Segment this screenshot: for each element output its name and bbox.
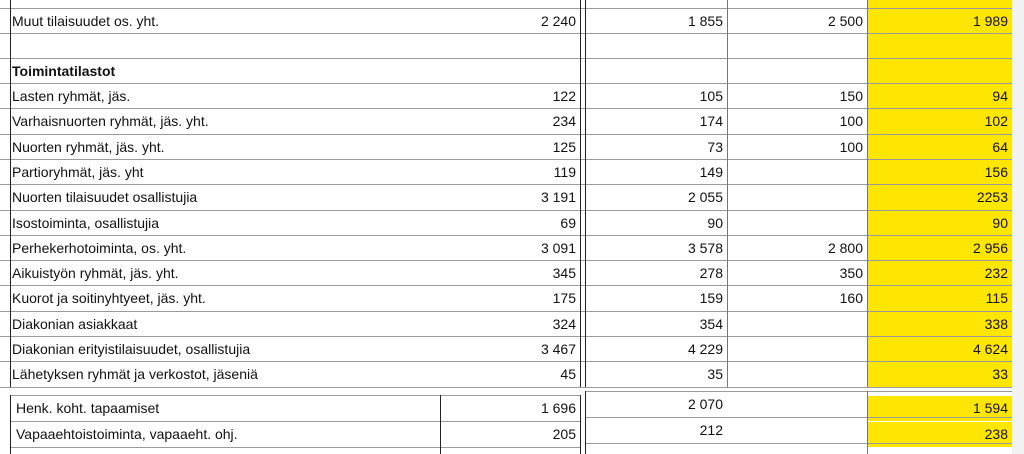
grid-vline xyxy=(10,395,11,454)
value-col4: 338 xyxy=(867,312,1012,337)
grid-hline xyxy=(0,361,1012,362)
grid-hline xyxy=(0,134,1012,135)
value-col1: 1 696 xyxy=(540,400,576,416)
highlight-cell xyxy=(867,34,1012,59)
value-col3 xyxy=(727,312,867,337)
value-col3 xyxy=(727,211,867,236)
value-col1: 324 xyxy=(552,315,576,332)
value-col1: 122 xyxy=(552,88,576,104)
row-label: Muut tilaisuudet os. yht. xyxy=(12,13,160,29)
value-col3 xyxy=(727,362,867,387)
table-row xyxy=(0,59,1024,84)
row-label: Nuorten ryhmät, jäs. yht. xyxy=(12,138,165,155)
value-col3: 100 xyxy=(839,138,863,155)
row-label: Perhekerhotoiminta, os. yht. xyxy=(12,239,187,256)
value-col2: 174 xyxy=(699,113,723,130)
table-row xyxy=(0,109,1024,134)
row-label: Kuorot ja soitinyhtyeet, jäs. yht. xyxy=(12,290,206,307)
value-col1: 2 240 xyxy=(540,13,576,29)
grid-hline xyxy=(0,108,1012,109)
table-row xyxy=(0,337,1024,362)
value-col3: 150 xyxy=(839,88,863,104)
grid-hline xyxy=(0,235,1012,236)
value-col2: 35 xyxy=(707,366,723,383)
value-col4: 102 xyxy=(867,109,1012,134)
grid-hline xyxy=(10,395,580,396)
grid-vline xyxy=(867,0,868,387)
value-col4: 2 956 xyxy=(867,236,1012,261)
value-col4: 94 xyxy=(867,84,1012,109)
table-row xyxy=(0,84,1024,109)
value-col2: 3 578 xyxy=(687,239,723,256)
grid-hline xyxy=(0,285,1012,286)
grid-vline xyxy=(10,0,11,387)
value-col1: 45 xyxy=(560,366,576,383)
value-col4: 33 xyxy=(867,362,1012,387)
row-label: Lasten ryhmät, jäs. xyxy=(12,88,131,104)
value-col4: 232 xyxy=(867,261,1012,286)
value-col2: 105 xyxy=(699,88,723,104)
value-col3 xyxy=(727,337,867,362)
value-col1: 175 xyxy=(552,290,576,307)
grid-hline xyxy=(0,33,1012,34)
value-col2: 73 xyxy=(707,138,723,155)
value-col3: 2 500 xyxy=(827,13,863,29)
table-row xyxy=(0,34,1024,59)
value-col1: 69 xyxy=(560,214,576,231)
grid-hline xyxy=(0,387,1012,388)
value-col2: 2 055 xyxy=(687,189,723,206)
value-col3: 100 xyxy=(839,113,863,130)
value-col2: 1 855 xyxy=(687,13,723,29)
value-col1: 119 xyxy=(553,163,576,180)
grid-hline xyxy=(0,336,1012,337)
value-col2: 90 xyxy=(707,214,723,231)
value-col4: 1 989 xyxy=(867,9,1012,34)
value-col3: 2 800 xyxy=(827,239,863,256)
grid-hline xyxy=(0,184,1012,185)
highlight-cell xyxy=(867,59,1012,84)
row-label: Vapaaehtoistoiminta, vapaaeht. ohj. xyxy=(16,426,238,442)
table-row xyxy=(0,9,1024,34)
value-col2: 212 xyxy=(699,422,723,438)
row-label: Isostoiminta, osallistujia xyxy=(12,214,160,231)
grid-hline xyxy=(585,417,1012,418)
row-label: Henk. koht. tapaamiset xyxy=(16,400,160,416)
grid-hline xyxy=(0,58,1012,59)
grid-hline xyxy=(585,391,1012,392)
value-col4: 2253 xyxy=(867,185,1012,210)
page-edge xyxy=(1012,0,1024,454)
grid-vline xyxy=(585,391,586,454)
value-col1: 205 xyxy=(552,426,576,442)
grid-vline xyxy=(585,0,586,387)
table-row xyxy=(0,236,1024,261)
grid-hline xyxy=(585,443,1012,444)
grid-vline xyxy=(580,0,581,387)
grid-hline xyxy=(0,83,1012,84)
value-col1: 3 091 xyxy=(540,239,576,256)
section-title: Toimintatilastot xyxy=(12,63,116,79)
row-label: Nuorten tilaisuudet osallistujia xyxy=(12,189,198,206)
value-col2: 4 229 xyxy=(687,341,723,357)
value-col4: 238 xyxy=(867,422,1012,447)
value-col1: 345 xyxy=(552,265,576,282)
value-col3: 350 xyxy=(839,265,863,282)
grid-hline xyxy=(10,447,580,448)
value-col1: 125 xyxy=(552,138,576,155)
value-col1: 3 191 xyxy=(540,189,576,206)
value-col3 xyxy=(727,160,867,185)
value-col4: 156 xyxy=(867,160,1012,185)
grid-hline xyxy=(10,421,580,422)
value-col2: 149 xyxy=(699,163,723,180)
table-row xyxy=(0,211,1024,236)
grid-vline xyxy=(580,395,581,454)
value-col2: 2 070 xyxy=(687,396,723,412)
row-label: Diakonian asiakkaat xyxy=(12,315,138,332)
value-col3 xyxy=(727,185,867,210)
value-col1: 234 xyxy=(552,113,576,130)
table-row xyxy=(0,160,1024,185)
grid-hline xyxy=(0,311,1012,312)
value-col4: 4 624 xyxy=(867,337,1012,362)
row-label: Partioryhmät, jäs. yht xyxy=(12,163,144,180)
value-col4: 64 xyxy=(867,135,1012,160)
table-row xyxy=(0,312,1024,337)
value-col4: 1 594 xyxy=(867,396,1012,421)
table-row xyxy=(0,286,1024,311)
table-row xyxy=(0,362,1024,387)
row-label: Lähetyksen ryhmät ja verkostot, jäseniä xyxy=(12,366,258,383)
value-col4: 115 xyxy=(867,286,1012,311)
row-label: Diakonian erityistilaisuudet, osallistujia xyxy=(12,341,251,357)
grid-vline xyxy=(727,0,728,387)
grid-vline xyxy=(867,391,868,454)
value-col4: 90 xyxy=(867,211,1012,236)
grid-hline xyxy=(0,260,1012,261)
row-label: Varhaisnuorten ryhmät, jäs. yht. xyxy=(12,113,209,130)
grid-hline xyxy=(0,8,1012,9)
table-row xyxy=(0,185,1024,210)
grid-hline xyxy=(0,159,1012,160)
value-col3: 160 xyxy=(839,290,863,307)
row-label: Aikuistyön ryhmät, jäs. yht. xyxy=(12,265,179,282)
value-col2: 278 xyxy=(699,265,723,282)
grid-vline xyxy=(440,395,441,454)
table-row xyxy=(0,135,1024,160)
value-col2: 159 xyxy=(699,290,723,307)
table-row xyxy=(0,261,1024,286)
value-col1: 3 467 xyxy=(540,341,576,357)
grid-hline xyxy=(0,210,1012,211)
value-col2: 354 xyxy=(699,315,723,332)
